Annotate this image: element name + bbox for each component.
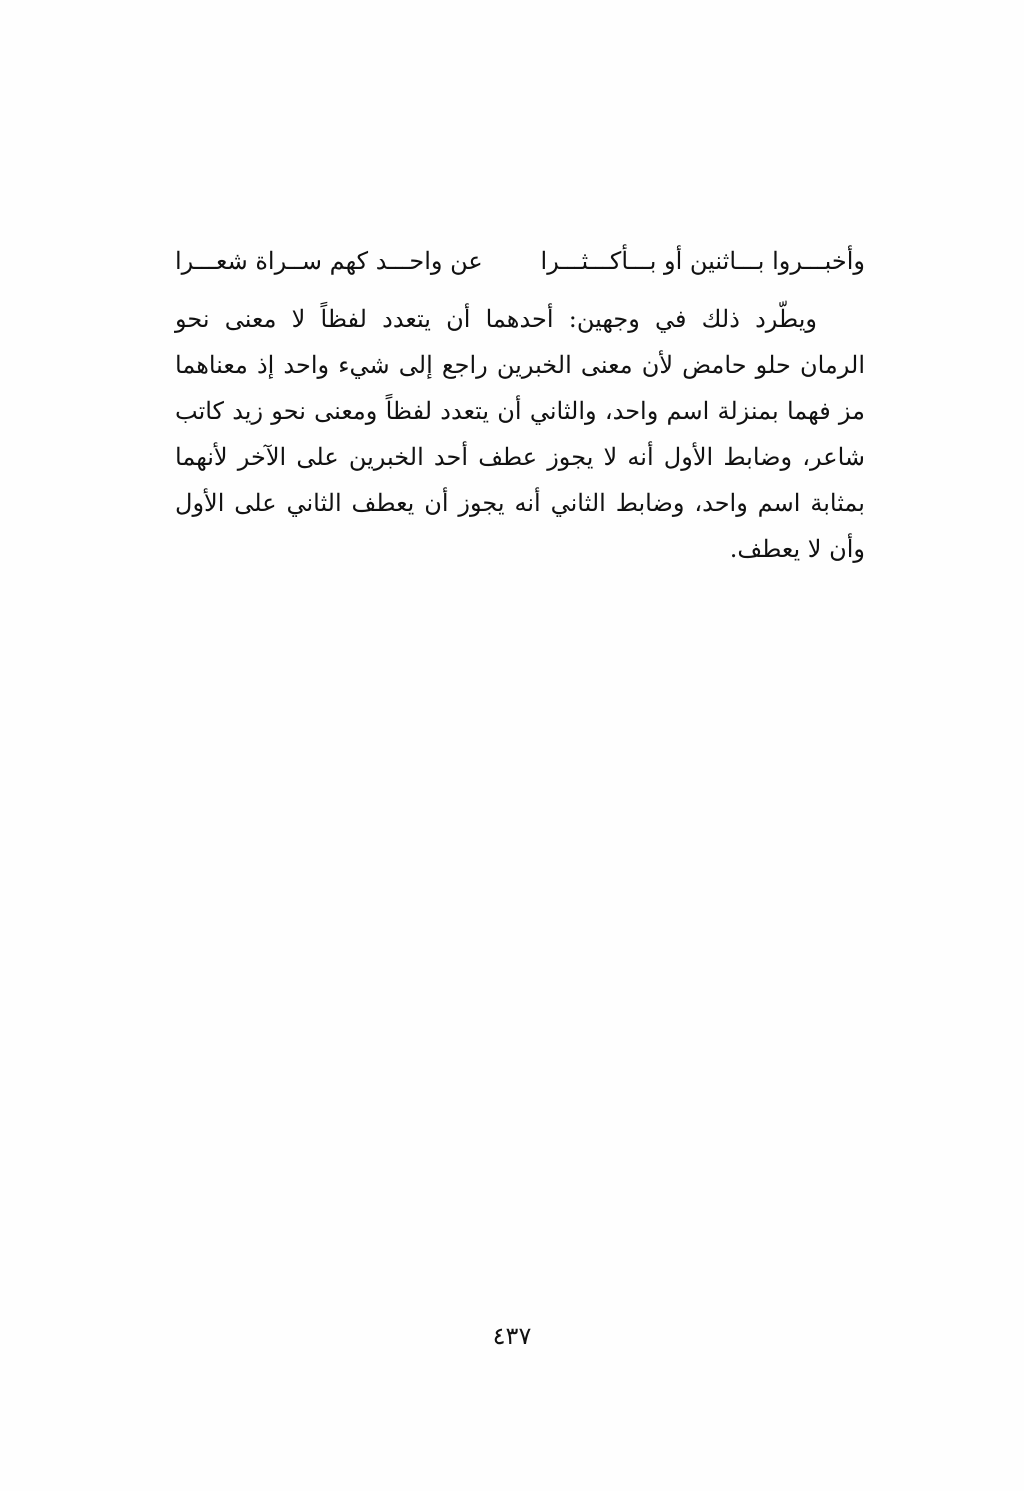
- paragraph-line: بمثابة اسم واحد، وضابط الثاني أنه يجوز أن يعطف الثاني على الأول: [175, 489, 865, 517]
- verse-second-hemistich: عن واحـــد كهم ســراة شعـــرا: [175, 247, 483, 275]
- paragraph-line: ويطّرد ذلك في وجهين: أحدهما أن يتعدد لفظاً لا معنى نحو: [175, 305, 817, 333]
- paragraph-line: وأن لا يعطف.: [729, 535, 865, 563]
- paragraph-line: شاعر، وضابط الأول أنه لا يجوز عطف أحد الخبرين على الآخر لأنهما: [175, 443, 865, 471]
- body-paragraph: [175, 296, 865, 586]
- paragraph-line: مز فهما بمنزلة اسم واحد، والثاني أن يتعدد لفظاً ومعنى نحو زيد كاتب: [175, 397, 865, 425]
- page-number: ٤٣٧: [492, 1322, 532, 1350]
- paragraph-line: الرمان حلو حامض لأن معنى الخبرين راجع إلى شيء واحد إذ معناهما: [175, 351, 865, 379]
- verse-first-hemistich: وأخبـــروا بـــاثنين أو بـــأكـــثـــرا: [540, 247, 865, 275]
- poetry-verse: [175, 238, 865, 284]
